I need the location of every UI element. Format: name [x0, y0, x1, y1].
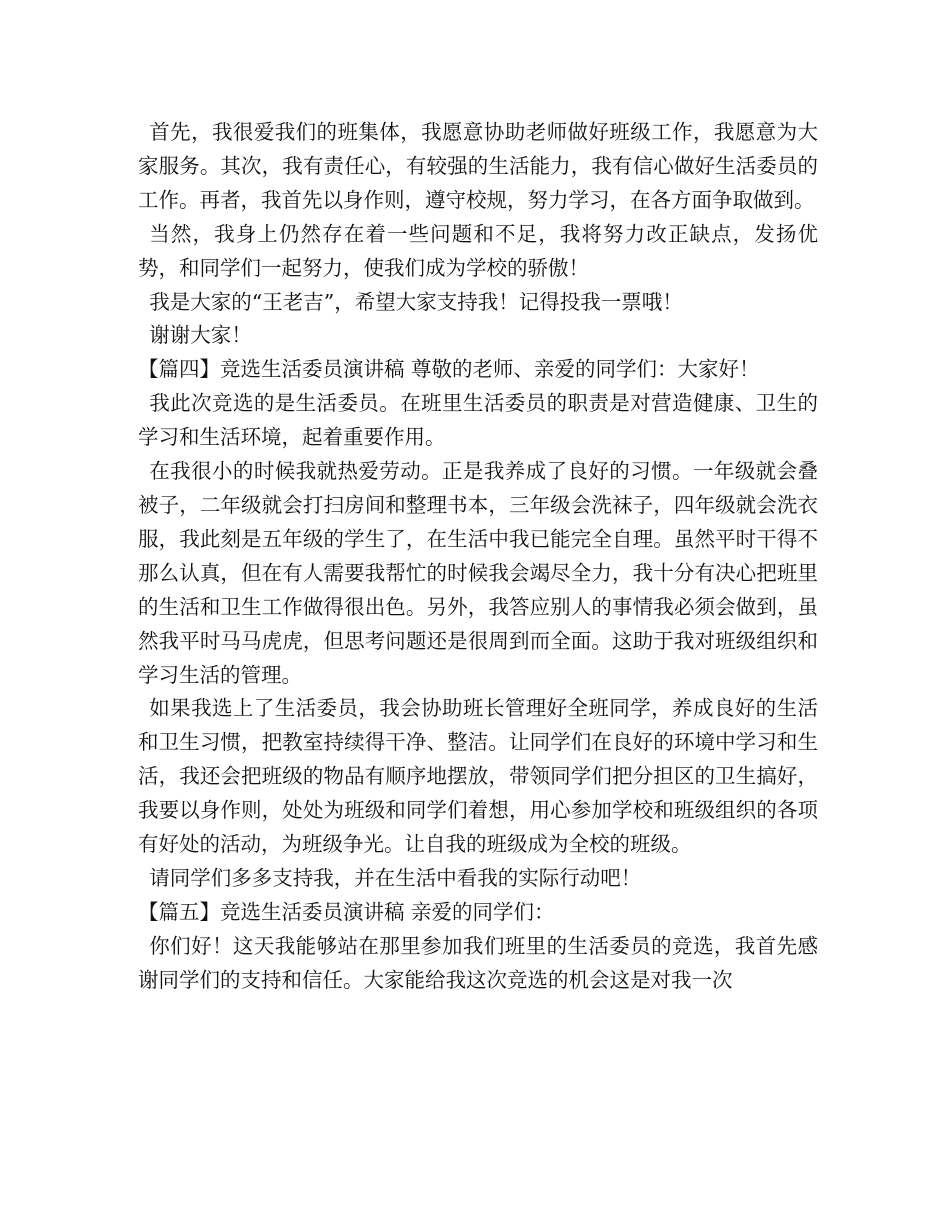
paragraph: 如果我选上了生活委员，我会协助班长管理好全班同学，养成良好的生活和卫生习惯，把教室持续得干净、整洁。让同学们在良好的环境中学习和生活，我还会把班级的物品有顺序地摆放，带领同学们把分担区的卫生搞好，我要以身作则，处处为班级和同学们着想，用心参加学校和班级组织的各项有好处的活动，为班级争光。让自我的班级成为全校的班级。 [138, 696, 818, 857]
paragraph: 在我很小的时候我就热爱劳动。正是我养成了良好的习惯。一年级就会叠被子，二年级就会打扫房间和整理书本，三年级会洗袜子，四年级就会洗衣服，我此刻是五年级的学生了，在生活中我已能完全自理。虽然平时干得不那么认真，但在有人需要我帮忙的时候我会竭尽全力，我十分有决心把班里的生活和卫生工作做得很出色。另外，我答应别人的事情我必须会做到，虽然我平时马马虎虎，但思考问题还是很周到而全面。这助于我对班级组织和学习生活的管理。 [138, 459, 818, 687]
paragraph: 谢谢大家！ [149, 323, 252, 348]
paragraph: 当然，我身上仍然存在着一些问题和不足，我将努力改正缺点，发扬优势，和同学们一起努力，使我们成为学校的骄傲！ [138, 221, 818, 280]
paragraph: 请同学们多多支持我，并在生活中看我的实际行动吧！ [149, 865, 642, 890]
paragraph: 我是大家的“王老吉”，希望大家支持我！记得投我一票哦！ [149, 289, 683, 314]
paragraph: 我此次竞选的是生活委员。在班里生活委员的职责是对营造健康、卫生的学习和生活环境，起着重要作用。 [138, 391, 818, 450]
section-heading-part-four: 【篇四】竞选生活委员演讲稿 尊敬的老师、亲爱的同学们：大家好！ [138, 357, 760, 382]
paragraph: 首先，我很爱我们的班集体，我愿意协助老师做好班级工作，我愿意为大家服务。其次，我有责任心，有较强的生活能力，我有信心做好生活委员的工作。再者，我首先以身作则，遵守校规，努力学习，在各方面争取做到。 [138, 120, 818, 212]
document-body [138, 116, 818, 998]
section-heading-part-five: 【篇五】竞选生活委员演讲稿 亲爱的同学们： [138, 899, 555, 924]
paragraph: 你们好！这天我能够站在那里参加我们班里的生活委员的竞选，我首先感谢同学们的支持和信任。大家能给我这次竞选的机会这是对我一次 [138, 933, 818, 992]
